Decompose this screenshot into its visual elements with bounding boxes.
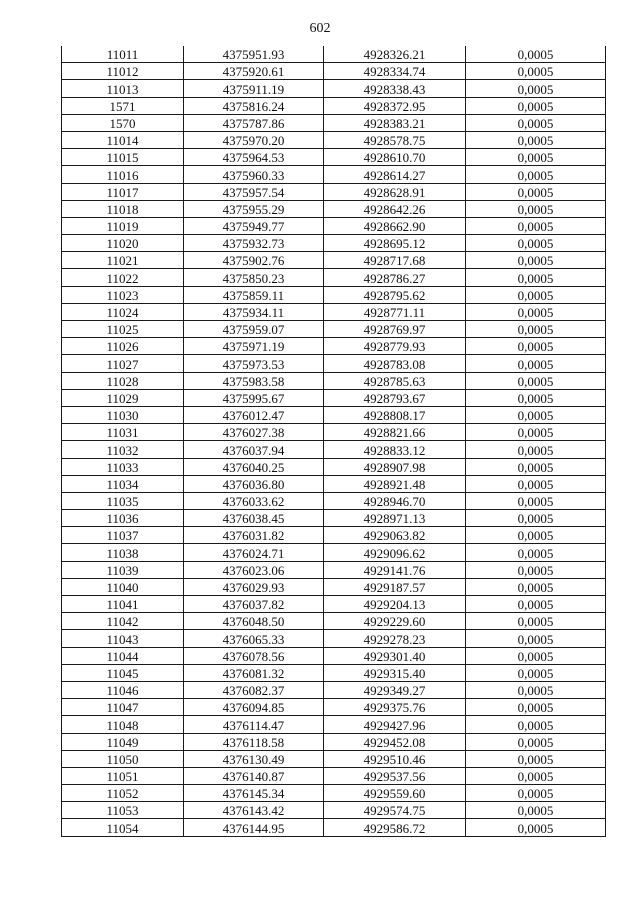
x-coordinate-cell: 4375932.73 xyxy=(184,235,324,252)
point-number-cell: 11019 xyxy=(62,217,184,234)
point-number-cell: 11054 xyxy=(62,819,184,836)
error-cell: 0,0005 xyxy=(466,235,606,252)
y-coordinate-cell: 4929586.72 xyxy=(324,819,466,836)
error-cell: 0,0005 xyxy=(466,149,606,166)
y-coordinate-cell: 4929452.08 xyxy=(324,733,466,750)
y-coordinate-cell: 4929315.40 xyxy=(324,664,466,681)
error-cell: 0,0005 xyxy=(466,166,606,183)
table-row xyxy=(62,80,606,97)
y-coordinate-cell: 4928662.90 xyxy=(324,217,466,234)
x-coordinate-cell: 4375971.19 xyxy=(184,338,324,355)
point-number-cell: 11017 xyxy=(62,183,184,200)
point-number-cell: 11013 xyxy=(62,80,184,97)
y-coordinate-cell: 4929301.40 xyxy=(324,647,466,664)
y-coordinate-cell: 4929229.60 xyxy=(324,613,466,630)
x-coordinate-cell: 4375951.93 xyxy=(184,46,324,63)
y-coordinate-cell: 4928717.68 xyxy=(324,252,466,269)
y-coordinate-cell: 4929537.56 xyxy=(324,767,466,784)
error-cell: 0,0005 xyxy=(466,372,606,389)
point-number-cell: 11027 xyxy=(62,355,184,372)
y-coordinate-cell: 4928795.62 xyxy=(324,286,466,303)
table-row xyxy=(62,114,606,131)
table-row xyxy=(62,716,606,733)
error-cell: 0,0005 xyxy=(466,699,606,716)
table-row xyxy=(62,630,606,647)
point-number-cell: 11016 xyxy=(62,166,184,183)
point-number-cell: 11036 xyxy=(62,510,184,527)
table-row xyxy=(62,149,606,166)
y-coordinate-cell: 4928783.08 xyxy=(324,355,466,372)
table-row xyxy=(62,699,606,716)
table-row xyxy=(62,286,606,303)
table-row xyxy=(62,131,606,148)
point-number-cell: 11052 xyxy=(62,785,184,802)
y-coordinate-cell: 4928971.13 xyxy=(324,510,466,527)
table-row xyxy=(62,561,606,578)
error-cell: 0,0005 xyxy=(466,510,606,527)
y-coordinate-cell: 4929559.60 xyxy=(324,785,466,802)
error-cell: 0,0005 xyxy=(466,630,606,647)
point-number-cell: 11029 xyxy=(62,389,184,406)
y-coordinate-cell: 4929427.96 xyxy=(324,716,466,733)
error-cell: 0,0005 xyxy=(466,561,606,578)
x-coordinate-cell: 4375850.23 xyxy=(184,269,324,286)
point-number-cell: 11034 xyxy=(62,475,184,492)
x-coordinate-cell: 4376036.80 xyxy=(184,475,324,492)
y-coordinate-cell: 4928833.12 xyxy=(324,441,466,458)
table-row xyxy=(62,664,606,681)
point-number-cell: 11048 xyxy=(62,716,184,733)
table-row xyxy=(62,492,606,509)
x-coordinate-cell: 4375970.20 xyxy=(184,131,324,148)
x-coordinate-cell: 4376065.33 xyxy=(184,630,324,647)
x-coordinate-cell: 4376031.82 xyxy=(184,527,324,544)
point-number-cell: 11050 xyxy=(62,750,184,767)
x-coordinate-cell: 4376144.95 xyxy=(184,819,324,836)
y-coordinate-cell: 4928769.97 xyxy=(324,321,466,338)
error-cell: 0,0005 xyxy=(466,733,606,750)
point-number-cell: 11042 xyxy=(62,613,184,630)
page-number: 602 xyxy=(309,21,331,36)
y-coordinate-cell: 4928383.21 xyxy=(324,114,466,131)
error-cell: 0,0005 xyxy=(466,647,606,664)
y-coordinate-cell: 4928821.66 xyxy=(324,424,466,441)
x-coordinate-cell: 4375983.58 xyxy=(184,372,324,389)
y-coordinate-cell: 4928793.67 xyxy=(324,389,466,406)
table-row xyxy=(62,200,606,217)
point-number-cell: 11039 xyxy=(62,561,184,578)
error-cell: 0,0005 xyxy=(466,578,606,595)
error-cell: 0,0005 xyxy=(466,97,606,114)
table-row xyxy=(62,252,606,269)
point-number-cell: 11022 xyxy=(62,269,184,286)
error-cell: 0,0005 xyxy=(466,321,606,338)
error-cell: 0,0005 xyxy=(466,441,606,458)
point-number-cell: 11018 xyxy=(62,200,184,217)
table-row xyxy=(62,235,606,252)
y-coordinate-cell: 4928946.70 xyxy=(324,492,466,509)
y-coordinate-cell: 4928338.43 xyxy=(324,80,466,97)
error-cell: 0,0005 xyxy=(466,750,606,767)
table-row xyxy=(62,767,606,784)
x-coordinate-cell: 4375949.77 xyxy=(184,217,324,234)
x-coordinate-cell: 4376078.56 xyxy=(184,647,324,664)
error-cell: 0,0005 xyxy=(466,286,606,303)
x-coordinate-cell: 4376012.47 xyxy=(184,406,324,423)
point-number-cell: 11021 xyxy=(62,252,184,269)
table-row xyxy=(62,578,606,595)
x-coordinate-cell: 4375959.07 xyxy=(184,321,324,338)
y-coordinate-cell: 4928326.21 xyxy=(324,46,466,63)
table-row xyxy=(62,303,606,320)
x-coordinate-cell: 4375911.19 xyxy=(184,80,324,97)
y-coordinate-cell: 4928610.70 xyxy=(324,149,466,166)
point-number-cell: 11047 xyxy=(62,699,184,716)
y-coordinate-cell: 4929278.23 xyxy=(324,630,466,647)
point-number-cell: 1570 xyxy=(62,114,184,131)
error-cell: 0,0005 xyxy=(466,338,606,355)
error-cell: 0,0005 xyxy=(466,527,606,544)
error-cell: 0,0005 xyxy=(466,389,606,406)
y-coordinate-cell: 4928695.12 xyxy=(324,235,466,252)
point-number-cell: 11044 xyxy=(62,647,184,664)
coordinates-table xyxy=(61,46,606,837)
table-row xyxy=(62,389,606,406)
y-coordinate-cell: 4929375.76 xyxy=(324,699,466,716)
table-row xyxy=(62,527,606,544)
table-row xyxy=(62,269,606,286)
y-coordinate-cell: 4928372.95 xyxy=(324,97,466,114)
table-row xyxy=(62,510,606,527)
x-coordinate-cell: 4376029.93 xyxy=(184,578,324,595)
y-coordinate-cell: 4928907.98 xyxy=(324,458,466,475)
table-row xyxy=(62,406,606,423)
point-number-cell: 11012 xyxy=(62,63,184,80)
x-coordinate-cell: 4376023.06 xyxy=(184,561,324,578)
error-cell: 0,0005 xyxy=(466,716,606,733)
table-row xyxy=(62,217,606,234)
y-coordinate-cell: 4929187.57 xyxy=(324,578,466,595)
table-row xyxy=(62,647,606,664)
table-row xyxy=(62,458,606,475)
point-number-cell: 11024 xyxy=(62,303,184,320)
x-coordinate-cell: 4375787.86 xyxy=(184,114,324,131)
y-coordinate-cell: 4928779.93 xyxy=(324,338,466,355)
table-row xyxy=(62,750,606,767)
error-cell: 0,0005 xyxy=(466,596,606,613)
point-number-cell: 11051 xyxy=(62,767,184,784)
y-coordinate-cell: 4929204.13 xyxy=(324,596,466,613)
y-coordinate-cell: 4928628.91 xyxy=(324,183,466,200)
table-row xyxy=(62,338,606,355)
table-row xyxy=(62,475,606,492)
x-coordinate-cell: 4376037.82 xyxy=(184,596,324,613)
point-number-cell: 11020 xyxy=(62,235,184,252)
x-coordinate-cell: 4375859.11 xyxy=(184,286,324,303)
error-cell: 0,0005 xyxy=(466,200,606,217)
table-row xyxy=(62,424,606,441)
error-cell: 0,0005 xyxy=(466,46,606,63)
table-row xyxy=(62,733,606,750)
point-number-cell: 11035 xyxy=(62,492,184,509)
y-coordinate-cell: 4929349.27 xyxy=(324,681,466,698)
y-coordinate-cell: 4928808.17 xyxy=(324,406,466,423)
x-coordinate-cell: 4375920.61 xyxy=(184,63,324,80)
error-cell: 0,0005 xyxy=(466,252,606,269)
y-coordinate-cell: 4928785.63 xyxy=(324,372,466,389)
table-row xyxy=(62,785,606,802)
table-row xyxy=(62,819,606,836)
point-number-cell: 11014 xyxy=(62,131,184,148)
table-row xyxy=(62,63,606,80)
point-number-cell: 11026 xyxy=(62,338,184,355)
error-cell: 0,0005 xyxy=(466,217,606,234)
y-coordinate-cell: 4929141.76 xyxy=(324,561,466,578)
table-row xyxy=(62,441,606,458)
error-cell: 0,0005 xyxy=(466,269,606,286)
x-coordinate-cell: 4375902.76 xyxy=(184,252,324,269)
point-number-cell: 11038 xyxy=(62,544,184,561)
table-row xyxy=(62,166,606,183)
x-coordinate-cell: 4376094.85 xyxy=(184,699,324,716)
x-coordinate-cell: 4376038.45 xyxy=(184,510,324,527)
point-number-cell: 11049 xyxy=(62,733,184,750)
x-coordinate-cell: 4376040.25 xyxy=(184,458,324,475)
point-number-cell: 11025 xyxy=(62,321,184,338)
x-coordinate-cell: 4375955.29 xyxy=(184,200,324,217)
error-cell: 0,0005 xyxy=(466,131,606,148)
point-number-cell: 11041 xyxy=(62,596,184,613)
x-coordinate-cell: 4375960.33 xyxy=(184,166,324,183)
x-coordinate-cell: 4376130.49 xyxy=(184,750,324,767)
point-number-cell: 11023 xyxy=(62,286,184,303)
x-coordinate-cell: 4376027.38 xyxy=(184,424,324,441)
y-coordinate-cell: 4928578.75 xyxy=(324,131,466,148)
point-number-cell: 11046 xyxy=(62,681,184,698)
x-coordinate-cell: 4376118.58 xyxy=(184,733,324,750)
point-number-cell: 11030 xyxy=(62,406,184,423)
y-coordinate-cell: 4928921.48 xyxy=(324,475,466,492)
error-cell: 0,0005 xyxy=(466,458,606,475)
x-coordinate-cell: 4376145.34 xyxy=(184,785,324,802)
table-row xyxy=(62,681,606,698)
point-number-cell: 11031 xyxy=(62,424,184,441)
error-cell: 0,0005 xyxy=(466,492,606,509)
table-row xyxy=(62,596,606,613)
x-coordinate-cell: 4376082.37 xyxy=(184,681,324,698)
table-row xyxy=(62,355,606,372)
x-coordinate-cell: 4376024.71 xyxy=(184,544,324,561)
error-cell: 0,0005 xyxy=(466,767,606,784)
coordinates-table-body xyxy=(62,46,606,836)
point-number-cell: 11011 xyxy=(62,46,184,63)
error-cell: 0,0005 xyxy=(466,114,606,131)
point-number-cell: 11037 xyxy=(62,527,184,544)
error-cell: 0,0005 xyxy=(466,613,606,630)
table-row xyxy=(62,97,606,114)
x-coordinate-cell: 4376143.42 xyxy=(184,802,324,819)
error-cell: 0,0005 xyxy=(466,664,606,681)
error-cell: 0,0005 xyxy=(466,802,606,819)
x-coordinate-cell: 4375995.67 xyxy=(184,389,324,406)
error-cell: 0,0005 xyxy=(466,785,606,802)
point-number-cell: 1571 xyxy=(62,97,184,114)
point-number-cell: 11045 xyxy=(62,664,184,681)
point-number-cell: 11053 xyxy=(62,802,184,819)
table-row xyxy=(62,46,606,63)
point-number-cell: 11043 xyxy=(62,630,184,647)
error-cell: 0,0005 xyxy=(466,355,606,372)
y-coordinate-cell: 4929510.46 xyxy=(324,750,466,767)
error-cell: 0,0005 xyxy=(466,303,606,320)
point-number-cell: 11032 xyxy=(62,441,184,458)
x-coordinate-cell: 4376114.47 xyxy=(184,716,324,733)
error-cell: 0,0005 xyxy=(466,424,606,441)
x-coordinate-cell: 4375973.53 xyxy=(184,355,324,372)
x-coordinate-cell: 4375957.54 xyxy=(184,183,324,200)
point-number-cell: 11033 xyxy=(62,458,184,475)
error-cell: 0,0005 xyxy=(466,80,606,97)
table-row xyxy=(62,544,606,561)
point-number-cell: 11040 xyxy=(62,578,184,595)
y-coordinate-cell: 4928614.27 xyxy=(324,166,466,183)
table-row xyxy=(62,802,606,819)
error-cell: 0,0005 xyxy=(466,183,606,200)
table-row xyxy=(62,183,606,200)
error-cell: 0,0005 xyxy=(466,681,606,698)
y-coordinate-cell: 4929063.82 xyxy=(324,527,466,544)
table-row xyxy=(62,372,606,389)
point-number-cell: 11028 xyxy=(62,372,184,389)
y-coordinate-cell: 4928334.74 xyxy=(324,63,466,80)
error-cell: 0,0005 xyxy=(466,819,606,836)
x-coordinate-cell: 4375816.24 xyxy=(184,97,324,114)
y-coordinate-cell: 4929096.62 xyxy=(324,544,466,561)
y-coordinate-cell: 4928771.11 xyxy=(324,303,466,320)
x-coordinate-cell: 4376037.94 xyxy=(184,441,324,458)
table-row xyxy=(62,613,606,630)
error-cell: 0,0005 xyxy=(466,63,606,80)
x-coordinate-cell: 4375934.11 xyxy=(184,303,324,320)
x-coordinate-cell: 4376140.87 xyxy=(184,767,324,784)
y-coordinate-cell: 4928642.26 xyxy=(324,200,466,217)
error-cell: 0,0005 xyxy=(466,544,606,561)
x-coordinate-cell: 4376081.32 xyxy=(184,664,324,681)
error-cell: 0,0005 xyxy=(466,475,606,492)
x-coordinate-cell: 4376033.62 xyxy=(184,492,324,509)
y-coordinate-cell: 4928786.27 xyxy=(324,269,466,286)
y-coordinate-cell: 4929574.75 xyxy=(324,802,466,819)
error-cell: 0,0005 xyxy=(466,406,606,423)
x-coordinate-cell: 4376048.50 xyxy=(184,613,324,630)
table-row xyxy=(62,321,606,338)
x-coordinate-cell: 4375964.53 xyxy=(184,149,324,166)
point-number-cell: 11015 xyxy=(62,149,184,166)
